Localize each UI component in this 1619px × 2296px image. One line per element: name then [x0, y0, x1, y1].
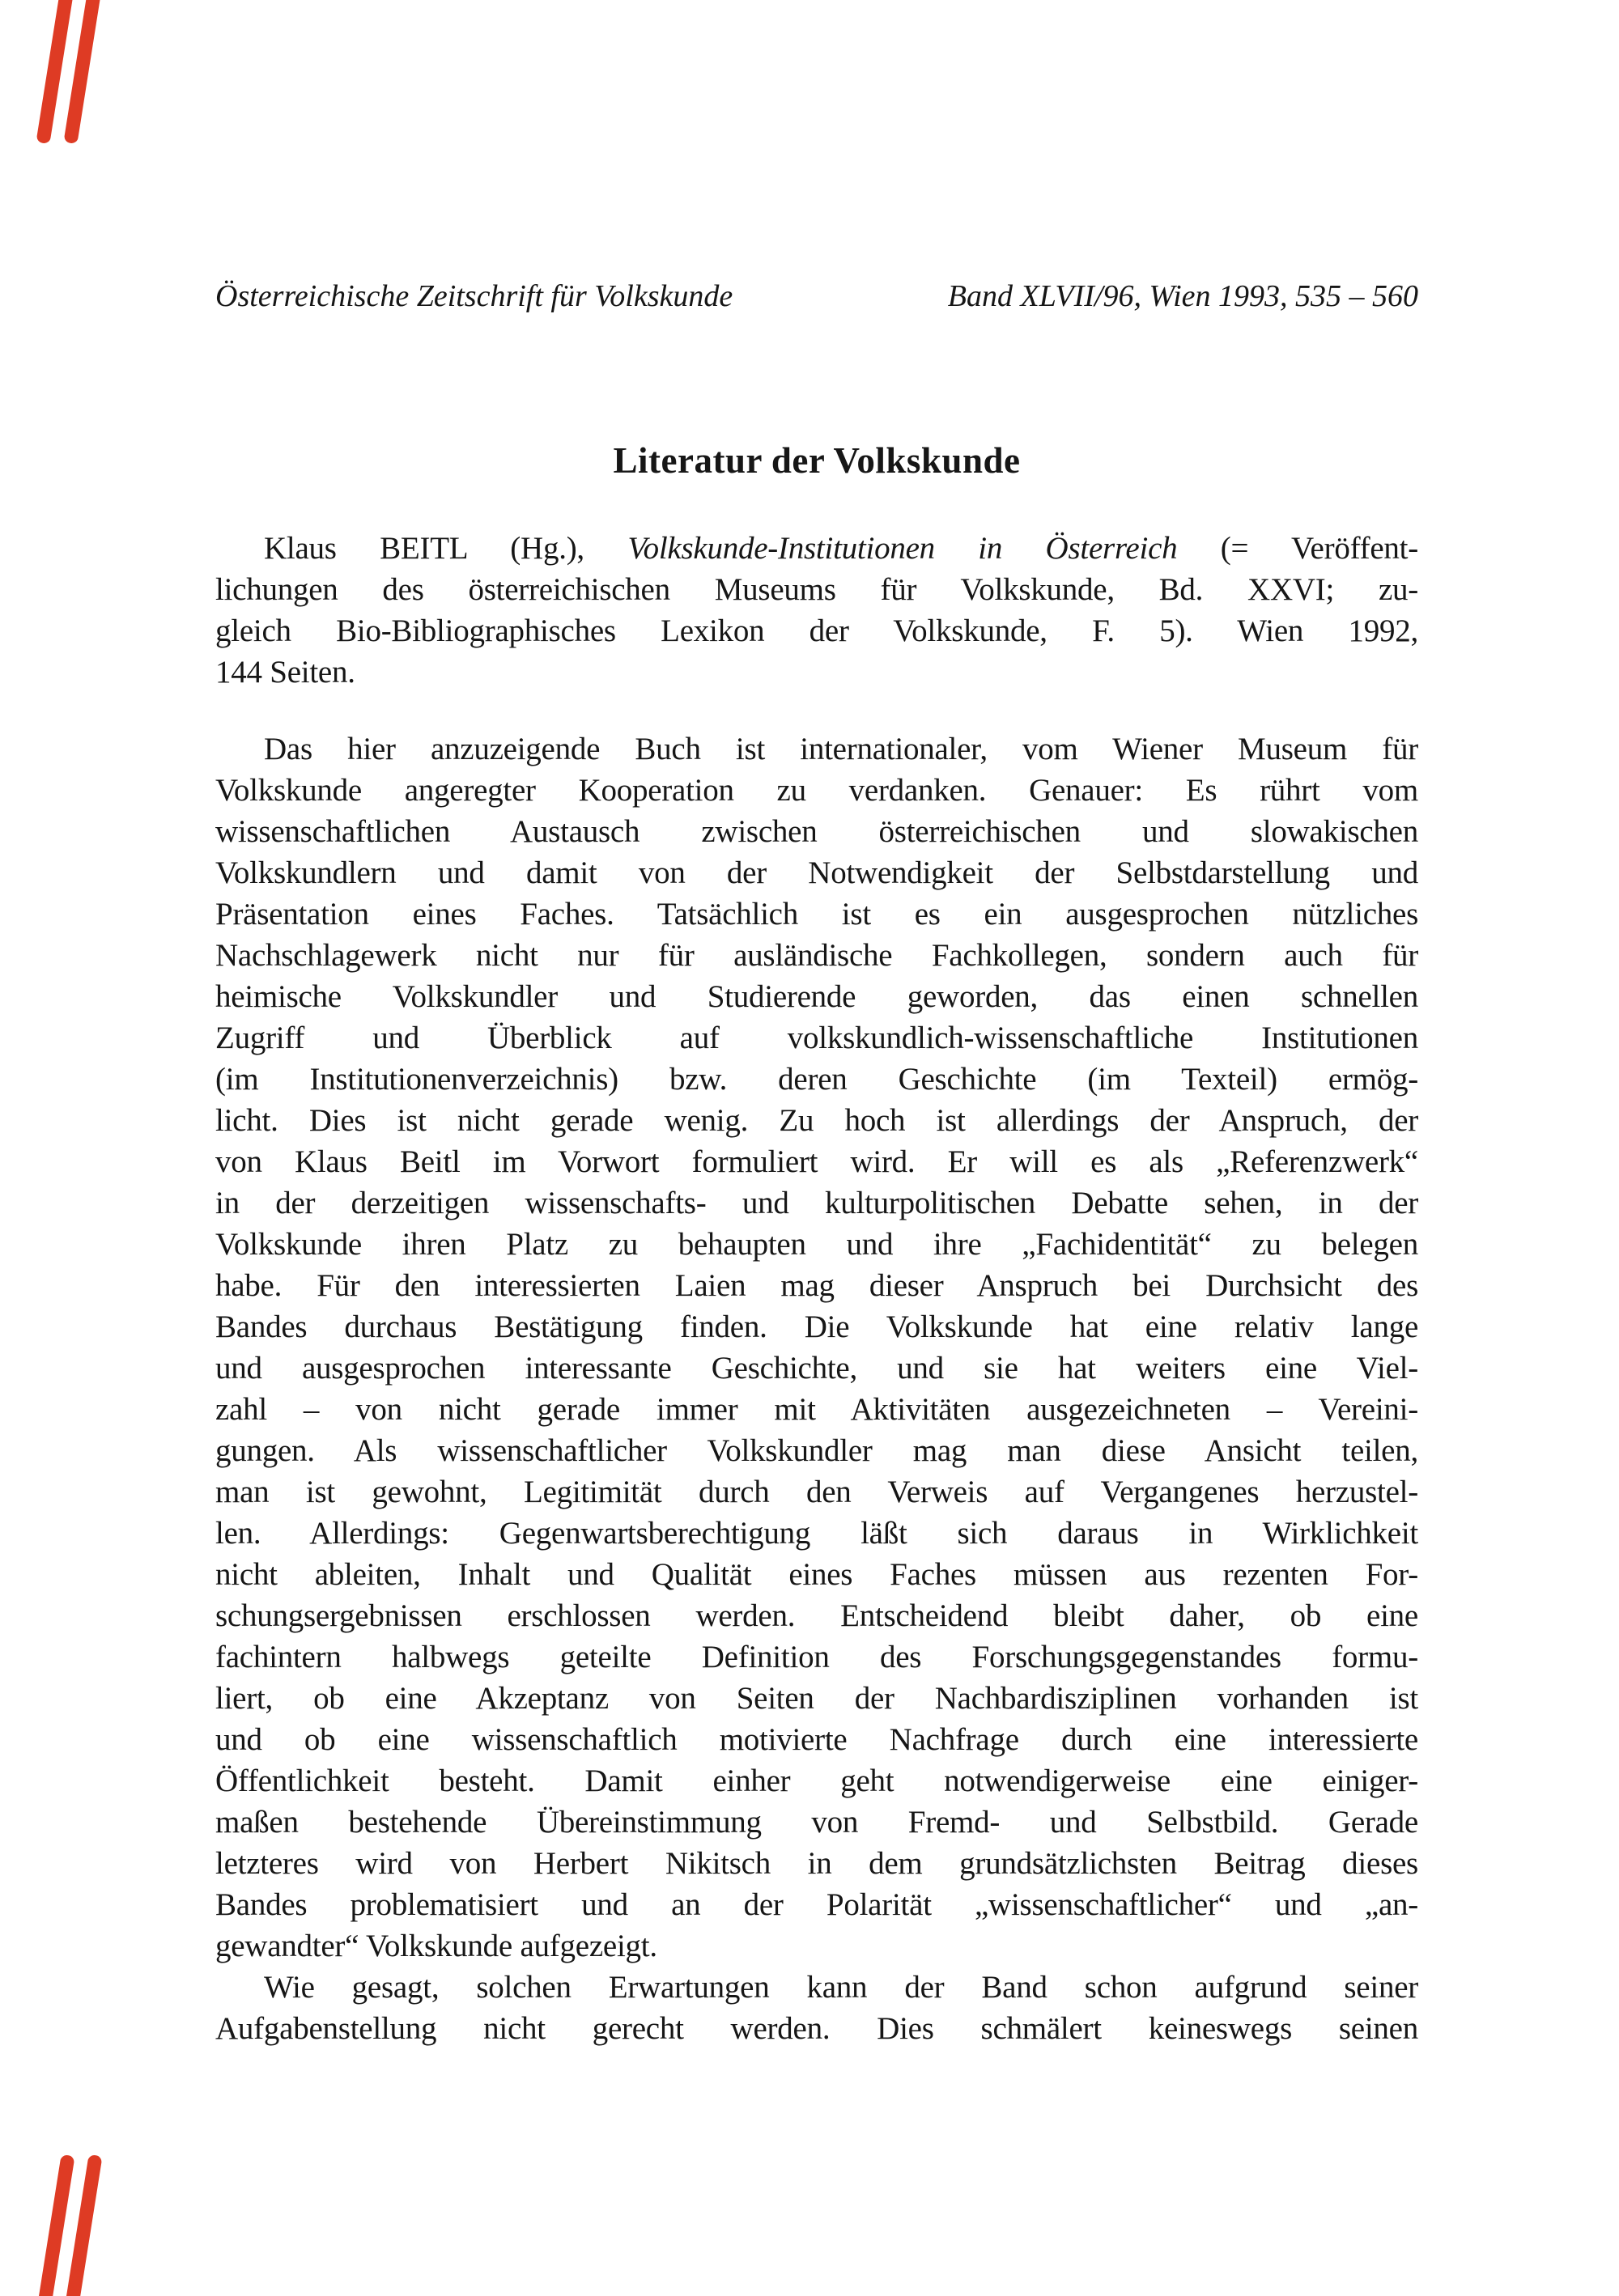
text-line: und ausgesprochen interessante Geschichte, und sie hat weiters eine Viel-	[215, 1351, 1418, 1386]
text-line: schungsergebnissen erschlossen werden. Entscheidend bleibt daher, ob eine	[215, 1598, 1418, 1633]
text-line: Zugriff und Überblick auf volkskundlich-wissenschaftliche Institutionen	[215, 1021, 1418, 1055]
text-line: wissenschaftlichen Austausch zwischen österreichischen und slowakischen	[215, 814, 1418, 849]
text-line: licht. Dies ist nicht gerade wenig. Zu hoch ist allerdings der Anspruch, der	[215, 1103, 1418, 1138]
text-line: Klaus BEITL (Hg.), Volkskunde-Institutionen in Österreich (= Veröffent-	[264, 531, 1418, 566]
text-line: 144 Seiten.	[215, 655, 355, 690]
text-line: lichungen des österreichischen Museums für Volkskunde, Bd. XXVI; zu-	[215, 572, 1418, 607]
text-line: gleich Bio-Bibliographisches Lexikon der Volkskunde, F. 5). Wien 1992,	[215, 613, 1418, 648]
text-line: gungen. Als wissenschaftlicher Volkskundler mag man diese Ansicht teilen,	[215, 1433, 1418, 1468]
text-line: gewandter“ Volkskunde aufgezeigt.	[215, 1929, 657, 1963]
text-line: und ob eine wissenschaftlich motivierte Nachfrage durch eine interessierte	[215, 1722, 1418, 1757]
text-line: Präsentation eines Faches. Tatsächlich ist es ein ausgesprochen nützliches	[215, 897, 1418, 932]
running-head	[215, 277, 1418, 316]
text-line: zahl – von nicht gerade immer mit Aktivitäten ausgezeichneten – Vereini-	[215, 1392, 1418, 1427]
text-line: liert, ob eine Akzeptanz von Seiten der Nachbardisziplinen vorhanden ist	[215, 1681, 1418, 1716]
text-line: letzteres wird von Herbert Nikitsch in dem grundsätzlichsten Beitrag dieses	[215, 1846, 1418, 1881]
text-line: (im Institutionenverzeichnis) bzw. deren Geschichte (im Texteil) ermög-	[215, 1062, 1418, 1097]
article-title: Literatur der Volkskunde	[613, 440, 1021, 482]
text-line: Wie gesagt, solchen Erwartungen kann der Band schon aufgrund seiner	[264, 1970, 1418, 2005]
text-line: Öffentlichkeit besteht. Damit einher geht notwendigerweise eine einiger-	[215, 1763, 1418, 1798]
text-line: Bandes durchaus Bestätigung finden. Die Volkskunde hat eine relativ lange	[215, 1309, 1418, 1344]
bibliographic-entry	[215, 528, 1418, 693]
text-line: Das hier anzuzeigende Buch ist internationaler, vom Wiener Museum für	[264, 732, 1418, 766]
journal-title: Österreichische Zeitschrift für Volkskunde	[215, 279, 733, 313]
text-line: habe. Für den interessierten Laien mag dieser Anspruch bei Durchsicht des	[215, 1268, 1418, 1303]
text-line: nicht ableiten, Inhalt und Qualität eines Faches müssen aus rezenten For-	[215, 1557, 1418, 1592]
text-line: in der derzeitigen wissenschafts- und kulturpolitischen Debatte sehen, in der	[215, 1186, 1418, 1220]
text-line: Volkskunde angeregter Kooperation zu verdanken. Genauer: Es rührt vom	[215, 773, 1418, 808]
text-line: Volkskundlern und damit von der Notwendigkeit der Selbstdarstellung und	[215, 855, 1418, 890]
text-line: von Klaus Beitl im Vorwort formuliert wird. Er will es als „Referenzwerk“	[215, 1144, 1418, 1179]
red-pen-mark-bottom	[42, 2154, 107, 2296]
closing-paragraph	[215, 1967, 1418, 2049]
text-line: len. Allerdings: Gegenwartsberechtigung läßt sich daraus in Wirklichkeit	[215, 1516, 1418, 1551]
red-pen-stroke	[63, 0, 102, 144]
review-paragraph	[215, 728, 1418, 1967]
text-line: fachintern halbwegs geteilte Definition des Forschungsgegenstandes formu-	[215, 1640, 1418, 1674]
text-line: heimische Volkskundler und Studierende geworden, das einen schnellen	[215, 979, 1418, 1014]
text-line: Volkskunde ihren Platz zu behaupten und ihre „Fachidentität“ zu belegen	[215, 1227, 1418, 1262]
text-line: Nachschlagewerk nicht nur für ausländische Fachkollegen, sondern auch für	[215, 938, 1418, 973]
text-line: maßen bestehende Übereinstimmung von Fremd- und Selbstbild. Gerade	[215, 1805, 1418, 1840]
text-line: Bandes problematisiert und an der Polarität „wissenschaftlicher“ und „an-	[215, 1887, 1418, 1922]
article-body	[215, 528, 1418, 2049]
issue-info: Band XLVII/96, Wien 1993, 535 – 560	[947, 279, 1418, 313]
text-line: man ist gewohnt, Legitimität durch den Verweis auf Vergangenes herzustel-	[215, 1475, 1418, 1509]
red-pen-mark-top	[42, 0, 107, 144]
text-line: Aufgabenstellung nicht gerecht werden. Dies schmälert keineswegs seinen	[215, 2011, 1418, 2046]
